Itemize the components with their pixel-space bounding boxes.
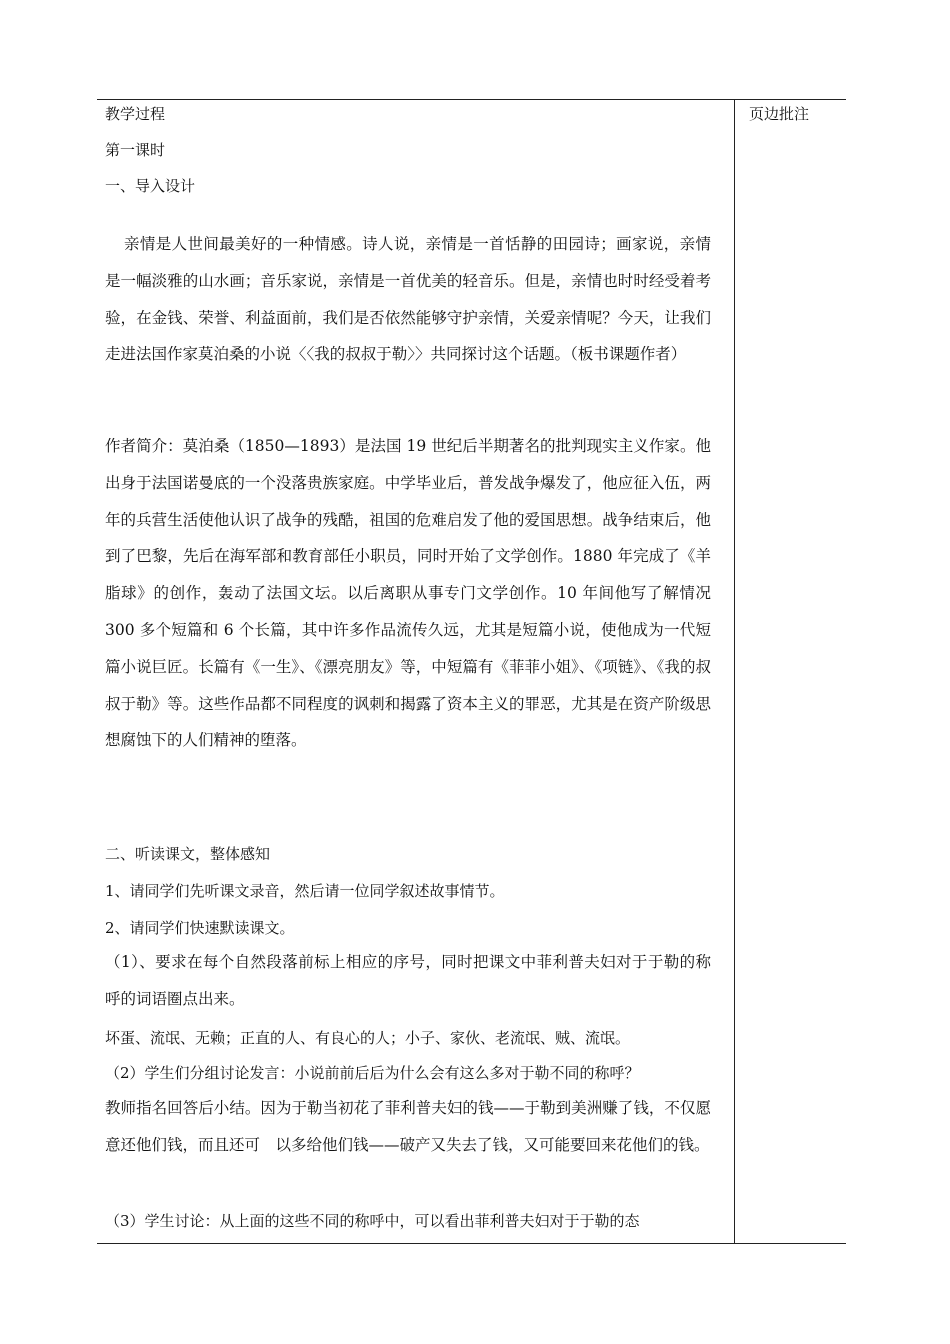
- task-1-answer: 坏蛋、流氓、无赖；正直的人、有良心的人；小子、家伙、老流氓、贼、流氓。: [105, 1029, 631, 1047]
- lesson-plan-table: [97, 99, 846, 1244]
- lesson-period: 第一课时: [105, 141, 166, 159]
- step-1: 1、请同学们先听课文录音，然后请一位同学叙述故事情节。: [105, 882, 505, 900]
- column-header-teaching-process: 教学过程: [105, 105, 166, 123]
- task-1: （1）、要求在每个自然段落前标上相应的序号，同时把课文中菲利普夫妇对于于勒的称呼的词语圈点出来。: [105, 953, 711, 1008]
- intro-paragraph: 亲情是人世间最美好的一种情感。诗人说，亲情是一首恬静的田园诗；画家说，亲情是一幅淡雅的山水画；音乐家说，亲情是一首优美的轻音乐。但是，亲情也时时经受着考验，在金钱、荣誉、利益面前，我们是否依然能够守护亲情，关爱亲情呢？今天，让我们走进法国作家莫泊桑的小说〈〈我的叔叔于勒〉〉共同探讨这个话题。（板书课题作者）: [105, 235, 711, 364]
- author-intro-paragraph: 作者简介：莫泊桑（1850—1893）是法国 19 世纪后半期著名的批判现实主义作家。他出身于法国诺曼底的一个没落贵族家庭。中学毕业后，普发战争爆发了，他应征入伍，两年的兵营生活使他认识了战争的残酷，祖国的危难启发了他的爱国思想。战争结束后，他到了巴黎，先后在海军部和教育部任小职员，同时开始了文学创作。1880 年完成了《羊脂球》的创作，轰动了法国文坛。以后离职从事专门文学创作。10 年间他写了解情况 300 多个短篇和 6 个长篇，其中许多作品流传久远，尤其是短篇小说，使他成为一代短篇小说巨匠。长篇有《一生》、《漂亮朋友》等，中短篇有《菲菲小姐》、《项链》、《我的叔叔于勒》等。这些作品都不同程度的讽刺和揭露了资本主义的罪恶，尤其是在资产阶级思想腐蚀下的人们精神的堕落。: [105, 437, 711, 750]
- section-title-intro: 一、导入设计: [105, 177, 196, 195]
- task-2: （2）学生们分组讨论发言：小说前前后后为什么会有这么多对于勒不同的称呼？: [105, 1064, 640, 1082]
- step-2: 2、请同学们快速默读课文。: [105, 919, 295, 937]
- task-3: （3）学生讨论：从上面的这些不同的称呼中，可以看出菲利普夫妇对于于勒的态: [105, 1212, 640, 1230]
- column-divider: [734, 100, 735, 1243]
- task-2-summary: 教师指名回答后小结。因为于勒当初花了菲利普夫妇的钱——于勒到美洲赚了钱，不仅愿 意还他们钱，而且还可 以多给他们钱——破产又失去了钱，又可能要回来花他们的钱。: [105, 1099, 727, 1154]
- section-title-listen-read: 二、听读课文，整体感知: [105, 845, 271, 863]
- column-header-margin-notes: 页边批注: [749, 105, 810, 123]
